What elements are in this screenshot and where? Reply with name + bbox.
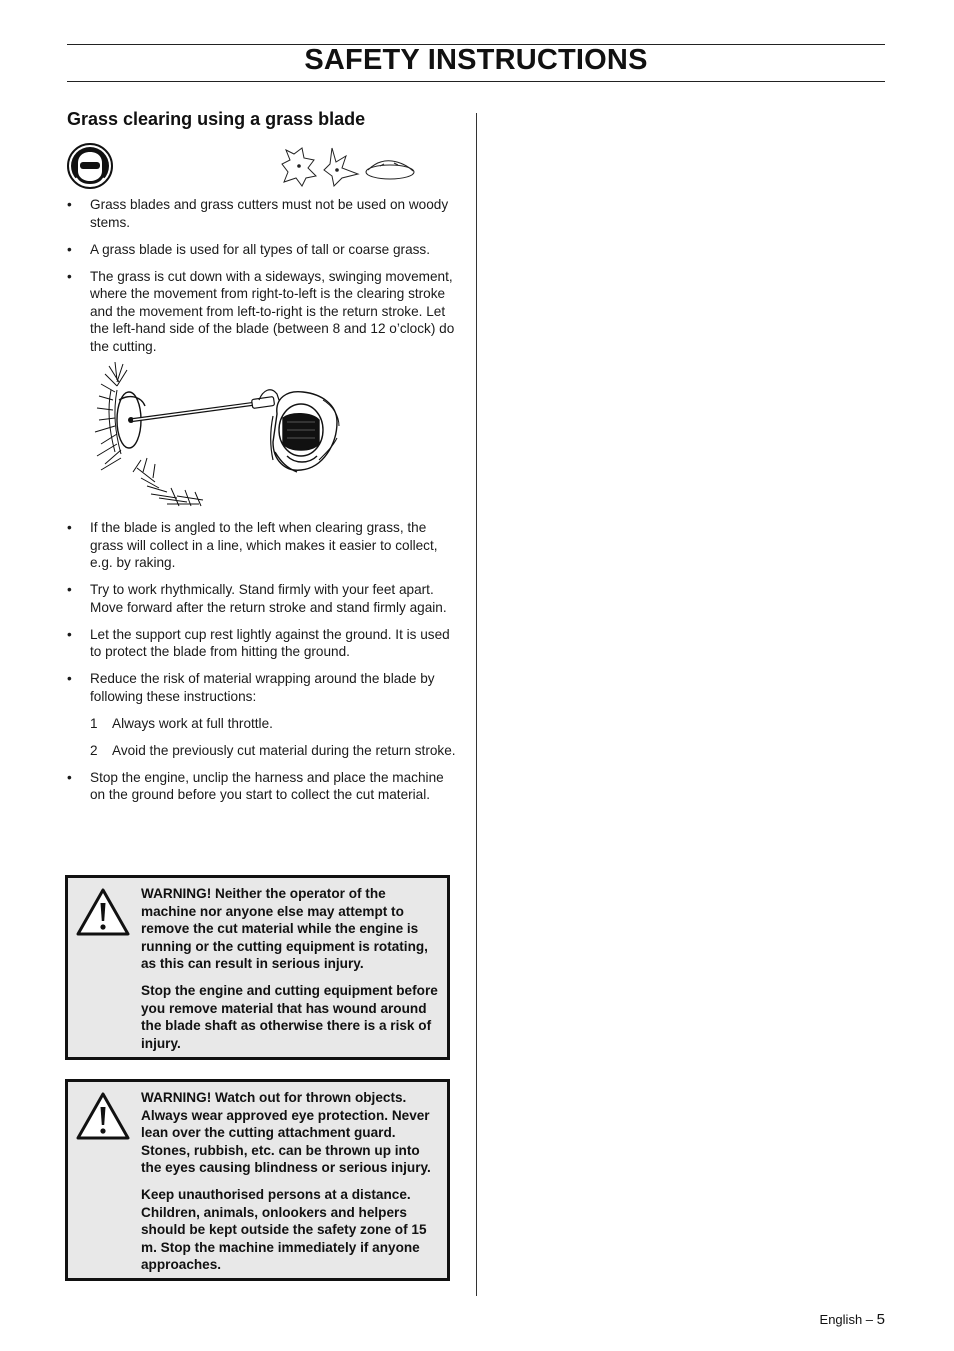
list-item xyxy=(67,268,457,356)
face-protection-icon xyxy=(67,142,113,190)
list-item xyxy=(67,769,457,804)
grass-clearing-illustration xyxy=(87,360,347,510)
numbered-item-text: Always work at full throttle. xyxy=(112,715,273,731)
footer-dash: – xyxy=(865,1312,874,1327)
page-number: 5 xyxy=(876,1311,885,1328)
numbered-item xyxy=(67,742,457,760)
page-footer xyxy=(820,1311,885,1328)
warning-triangle-icon xyxy=(75,887,131,937)
footer-language: English xyxy=(819,1312,863,1327)
bullet-dot: • xyxy=(67,626,72,642)
grass-blade-types-icon xyxy=(280,144,430,188)
list-item-text: If the blade is angled to the left when clearing grass, the grass will collect in a line, which makes it easier to collect, e.g. by raking. xyxy=(90,520,438,570)
warning-paragraph: WARNING! Watch out for thrown objects. Always wear approved eye protection. Never lean over the cutting attachment guard. Stones, rubbish, etc. can be thrown up into the eyes causing blindness or serious injury. xyxy=(141,1090,431,1176)
column-divider xyxy=(476,113,477,1296)
bullet-dot: • xyxy=(67,197,72,212)
list-item-text: Grass blades and grass cutters must not be used on woody stems. xyxy=(90,197,449,230)
warning-triangle-icon xyxy=(75,1091,131,1141)
list-item-text: Let the support cup rest lightly against the ground. It is used to protect the blade from hitting the ground. xyxy=(90,626,450,659)
bullet-dot: • xyxy=(67,268,72,284)
list-item xyxy=(67,581,457,616)
bullet-list-bottom xyxy=(67,519,457,813)
warning-paragraph: WARNING! Neither the operator of the machine nor anyone else may attempt to remove the cut material while the engine is running or the cutting equipment is rotating, as this can result in serious injury. xyxy=(141,886,428,972)
bullet-dot: • xyxy=(67,582,72,597)
bullet-dot: • xyxy=(67,671,72,686)
item-number: 1 xyxy=(90,715,98,731)
page-title: SAFETY INSTRUCTIONS xyxy=(304,44,648,76)
warning-paragraph: Keep unauthorised persons at a distance. Children, animals, onlookers and helpers should be kept outside the safety zone of 15 m. Stop the machine immediately if anyone approaches. xyxy=(141,1186,427,1273)
bullet-dot: • xyxy=(67,520,72,535)
warning-box xyxy=(65,875,450,1060)
list-item xyxy=(67,241,457,259)
header-rule-bottom xyxy=(67,81,885,82)
warning-box xyxy=(65,1079,450,1281)
list-item-text: A grass blade is used for all types of tall or coarse grass. xyxy=(90,241,431,257)
item-number: 2 xyxy=(90,742,98,758)
section-title: Grass clearing using a grass blade xyxy=(67,109,366,129)
bullet-list-top xyxy=(67,196,457,365)
list-item xyxy=(67,670,457,705)
warning-text xyxy=(141,1082,447,1280)
warning-text xyxy=(141,878,447,1058)
list-item xyxy=(67,196,457,231)
numbered-item-text: Avoid the previously cut material during the return stroke. xyxy=(112,742,456,758)
icon-row xyxy=(67,142,457,190)
bullet-dot: • xyxy=(67,769,72,785)
list-item xyxy=(67,519,457,572)
bullet-dot: • xyxy=(67,241,72,257)
list-item-text: The grass is cut down with a sideways, swinging movement, where the movement from right-to-left is the clearing stroke and the movement from left-to-right is the return stroke. Let the left-hand side of the blade (between 8 and 12 o’clock) do the cutting. xyxy=(90,268,455,354)
list-item-text: Stop the engine, unclip the harness and place the machine on the ground before you start to collect the cut material. xyxy=(90,769,444,802)
warning-paragraph: Stop the engine and cutting equipment before you remove material that has wound around the blade shaft as otherwise there is a risk of injury. xyxy=(141,982,438,1051)
list-item-text: Reduce the risk of material wrapping around the blade by following these instructions: xyxy=(90,671,435,704)
list-item-text: Try to work rhythmically. Stand firmly with your feet apart. Move forward after the return stroke and stand firmly again. xyxy=(90,582,447,615)
list-item xyxy=(67,626,457,661)
numbered-item xyxy=(67,715,457,733)
